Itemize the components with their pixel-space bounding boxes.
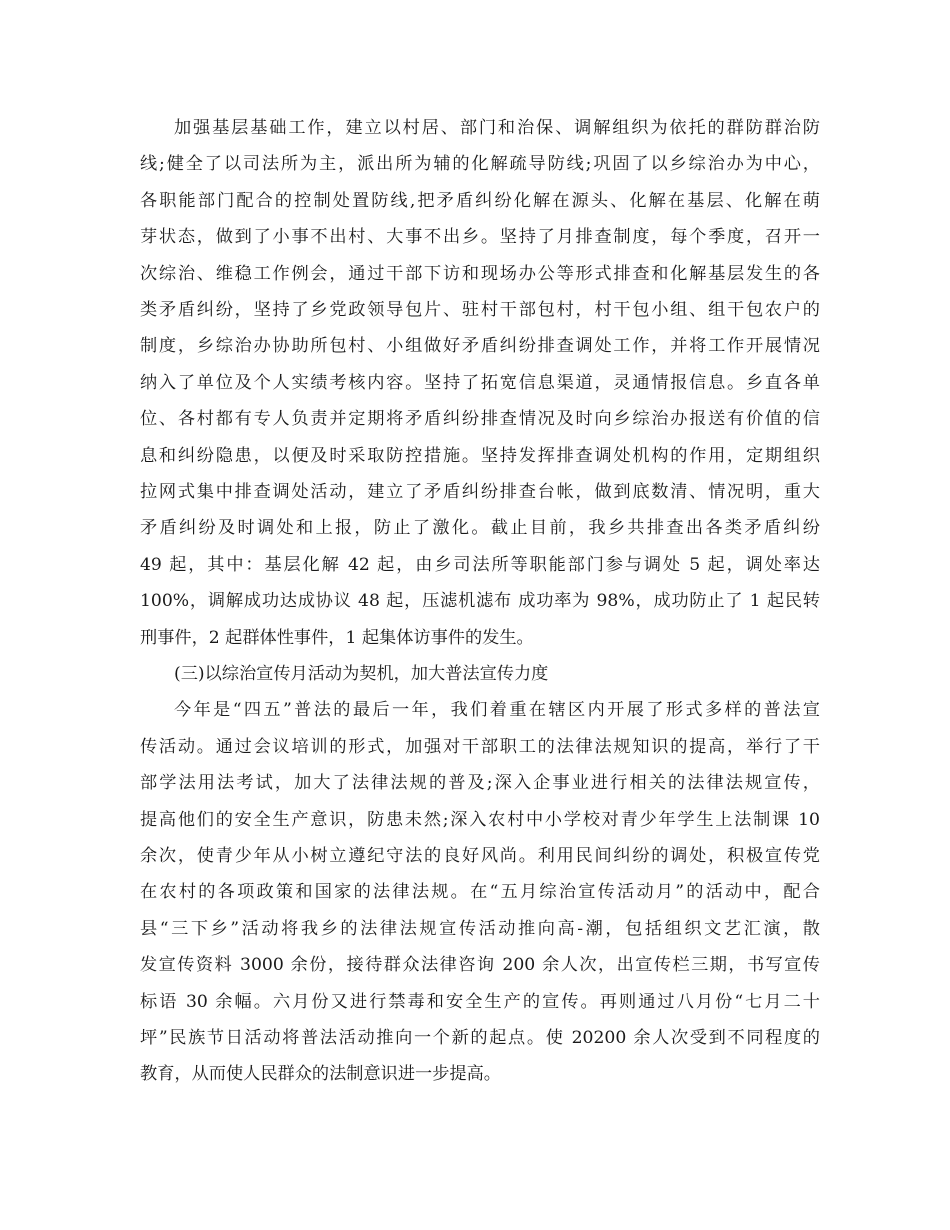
paragraph-line: 刑事件，2 起群体性事件，1 起集体访事件的发生。 <box>140 627 534 648</box>
paragraph-line: 矛盾纠纷及时调处和上报，防止了激化。截止目前，我乡共排查出各类矛盾纠纷 <box>140 518 820 539</box>
paragraph-line: 部学法用法考试，加大了法律法规的普及;深入企事业进行相关的法律法规宣传， <box>140 773 820 794</box>
paragraph-line: 发宣传资料 3000 余份，接待群众法律咨询 200 余人次，出宣传栏三期，书写宣传 <box>140 955 820 976</box>
paragraph-line: 线;健全了以司法所为主，派出所为辅的化解疏导防线;巩固了以乡综治办为中心， <box>140 154 820 175</box>
paragraph-line: 拉网式集中排查调处活动，建立了矛盾纠纷排查台帐，做到底数清、情况明，重大 <box>140 482 820 502</box>
paragraph-line: 县“三下乡”活动将我乡的法律法规宣传活动推向高-潮，包括组织文艺汇演，散 <box>140 918 820 939</box>
paragraph-line: 传活动。通过会议培训的形式，加强对干部职工的法律法规知识的提高，举行了干 <box>140 736 820 757</box>
paragraph-line: 在农村的各项政策和国家的法律法规。在“五月综治宣传活动月”的活动中，配合 <box>140 882 820 903</box>
paragraph-line: 教育，从而使人民群众的法制意识进一步提高。 <box>140 1064 501 1085</box>
paragraph-line: 纳入了单位及个人实绩考核内容。坚持了拓宽信息渠道，灵通情报信息。乡直各单 <box>140 372 820 393</box>
paragraph-line: 各职能部门配合的控制处置防线,把矛盾纠纷化解在源头、化解在基层、化解在萌 <box>140 190 820 211</box>
paragraph-line: 坪”民族节日活动将普法活动推向一个新的起点。使 20200 余人次受到不同程度的 <box>140 1028 820 1048</box>
paragraph-line: 49 起，其中：基层化解 42 起，由乡司法所等职能部门参与调处 5 起，调处率达 <box>140 554 820 575</box>
paragraph-line: 提高他们的安全生产意识，防患未然;深入农村中小学校对青少年学生上法制课 10 <box>140 809 820 830</box>
paragraph-first-line: 加强基层基础工作，建立以村居、部门和治保、调解组织为依托的群防群治防 <box>174 118 820 138</box>
paragraph-line: 类矛盾纠纷，坚持了乡党政领导包片、驻村干部包村，村干包小组、组干包农户的 <box>140 300 820 320</box>
paragraph-first-line: (三)以综治宣传月活动为契机，加大普法宣传力度 <box>174 664 549 684</box>
paragraph-line: 余次，使青少年从小树立遵纪守法的良好风尚。利用民间纠纷的调处，积极宣传党 <box>140 846 820 866</box>
paragraph-line: 次综治、维稳工作例会，通过干部下访和现场办公等形式排查和化解基层发生的各 <box>140 263 820 284</box>
paragraph-line: 位、各村都有专人负责并定期将矛盾纠纷排查情况及时向乡综治办报送有价值的信 <box>140 409 820 430</box>
paragraph-line: 芽状态，做到了小事不出村、大事不出乡。坚持了月排查制度，每个季度，召开一 <box>140 227 820 248</box>
paragraph-line: 100%，调解成功达成协议 48 起，压滤机滤布 成功率为 98%，成功防止了 1 起民转 <box>140 591 820 612</box>
paragraph-line: 制度，乡综治办协助所包村、小组做好矛盾纠纷排查调处工作，并将工作开展情况 <box>140 336 820 357</box>
paragraph-line: 息和纠纷隐患，以便及时采取防控措施。坚持发挥排查调处机构的作用，定期组织 <box>140 445 820 466</box>
paragraph-first-line: 今年是“四五”普法的最后一年，我们着重在辖区内开展了形式多样的普法宣 <box>174 700 820 721</box>
paragraph-line: 标语 30 余幅。六月份又进行禁毒和安全生产的宣传。再则通过八月份“七月二十 <box>140 991 820 1012</box>
